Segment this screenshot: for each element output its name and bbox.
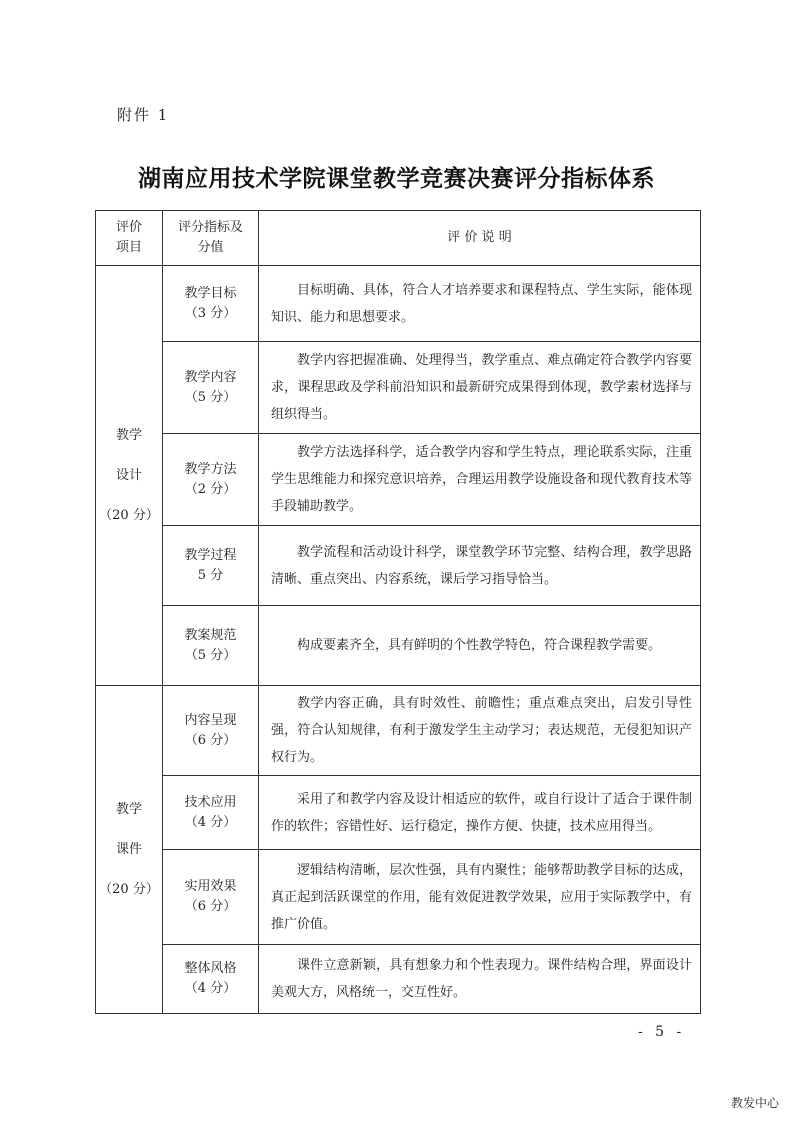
description-text: 构成要素齐全，具有鲜明的个性教学特色，符合课程教学需要。 <box>297 638 662 653</box>
header-criteria-line2: 分值 <box>197 240 224 255</box>
footer-mark: 教发中心 <box>731 1096 780 1110</box>
criterion-points: （6 分） <box>184 732 237 748</box>
category-name-line1: 教学 <box>115 801 142 817</box>
category-cell-design <box>96 266 163 686</box>
criterion-points: （6 分） <box>184 899 237 914</box>
description-text: 课件立意新颖，具有想象力和个性表现力。课件结构合理，界面设计美观大方，风格统一，交互性好。 <box>271 958 692 1000</box>
document-title: 湖南应用技术学院课堂教学竞赛决赛评分指标体系 <box>138 165 655 192</box>
description-text: 逻辑结构清晰，层次性强，具有内聚性；能够帮助教学目标的达成，真正起到活跃课堂的作用，能有效促进教学效果，应用于实际教学中，有推广价值。 <box>271 862 692 932</box>
criterion-points: 5 分 <box>197 567 224 583</box>
criterion-cell <box>163 606 259 686</box>
description-text: 采用了和教学内容及设计相适应的软件，或自行设计了适合于课件制作的软件；容错性好、运行稳定，操作方便、快捷，技术应用得当。 <box>271 791 692 834</box>
description-cell <box>259 342 701 434</box>
description-cell <box>259 606 701 686</box>
category-name-line2: 设计 <box>115 467 142 483</box>
criterion-cell <box>163 776 259 850</box>
header-criteria <box>163 211 259 266</box>
table-row <box>96 434 701 526</box>
description-cell <box>259 945 701 1014</box>
criterion-points: （4 分） <box>184 981 237 996</box>
description-text: 教学流程和活动设计科学，课堂教学环节完整、结构合理，教学思路清晰、重点突出、内容系统，课后学习指导恰当。 <box>271 544 692 587</box>
description-cell <box>259 686 701 776</box>
header-description: 评 价 说 明 <box>259 211 701 266</box>
table-row <box>96 776 701 850</box>
criterion-name: 内容呈现 <box>184 712 237 728</box>
header-criteria-line1: 评分指标及 <box>177 220 243 235</box>
table-row <box>96 526 701 606</box>
table-row <box>96 606 701 686</box>
description-cell <box>259 850 701 945</box>
table-header-row <box>96 211 701 266</box>
description-cell <box>259 776 701 850</box>
description-text: 教学方法选择科学，适合教学内容和学生特点，理论联系实际，注重学生思维能力和探究意识培养，合理运用教学设施设备和现代教育技术等手段辅助教学。 <box>271 445 692 514</box>
table-row <box>96 342 701 434</box>
criterion-cell <box>163 945 259 1014</box>
description-text: 教学内容正确，具有时效性、前瞻性；重点难点突出，启发引导性强，符合认知规律，有利于激发学生主动学习；表达规范，无侵犯知识产权行为。 <box>271 696 692 765</box>
description-cell <box>259 266 701 342</box>
criterion-name: 技术应用 <box>184 794 237 810</box>
criterion-name: 整体风格 <box>184 961 237 976</box>
table-row <box>96 850 701 945</box>
criterion-name: 教学目标 <box>184 285 237 301</box>
description-cell <box>259 434 701 526</box>
criterion-name: 教案规范 <box>184 627 237 643</box>
criterion-name: 教学方法 <box>184 461 237 477</box>
criterion-cell <box>163 850 259 945</box>
category-score: （20 分） <box>99 507 159 523</box>
criterion-cell <box>163 686 259 776</box>
criterion-points: （2 分） <box>184 481 237 497</box>
criterion-cell <box>163 526 259 606</box>
criterion-points: （5 分） <box>184 647 237 663</box>
criterion-name: 教学过程 <box>184 547 237 563</box>
criterion-name: 教学内容 <box>184 369 237 385</box>
category-score: （20 分） <box>99 881 159 897</box>
table-row <box>96 686 701 776</box>
scoring-table <box>95 210 701 1014</box>
attachment-label: 附件 1 <box>117 106 170 124</box>
category-name-line2: 课件 <box>115 841 142 857</box>
description-text: 教学内容把握准确、处理得当，教学重点、难点确定符合教学内容要求，课程思政及学科前沿知识和最新研究成果得到体现，教学素材选择与组织得当。 <box>271 353 692 422</box>
criterion-cell <box>163 434 259 526</box>
header-category-line2: 项目 <box>115 240 142 255</box>
description-text: 目标明确、具体，符合人才培养要求和课程特点、学生实际，能体现知识、能力和思想要求。 <box>271 282 692 325</box>
table-row <box>96 266 701 342</box>
criterion-cell <box>163 342 259 434</box>
page-number: - 5 - <box>638 1024 686 1040</box>
header-category-line1: 评价 <box>115 220 142 235</box>
table-row <box>96 945 701 1014</box>
description-cell <box>259 526 701 606</box>
header-category <box>96 211 163 266</box>
criterion-points: （5 分） <box>184 389 237 405</box>
criterion-name: 实用效果 <box>184 879 237 894</box>
category-name-line1: 教学 <box>115 427 142 443</box>
criterion-cell <box>163 266 259 342</box>
criterion-points: （3 分） <box>184 305 237 321</box>
category-cell-courseware <box>96 686 163 1014</box>
criterion-points: （4 分） <box>184 814 237 830</box>
